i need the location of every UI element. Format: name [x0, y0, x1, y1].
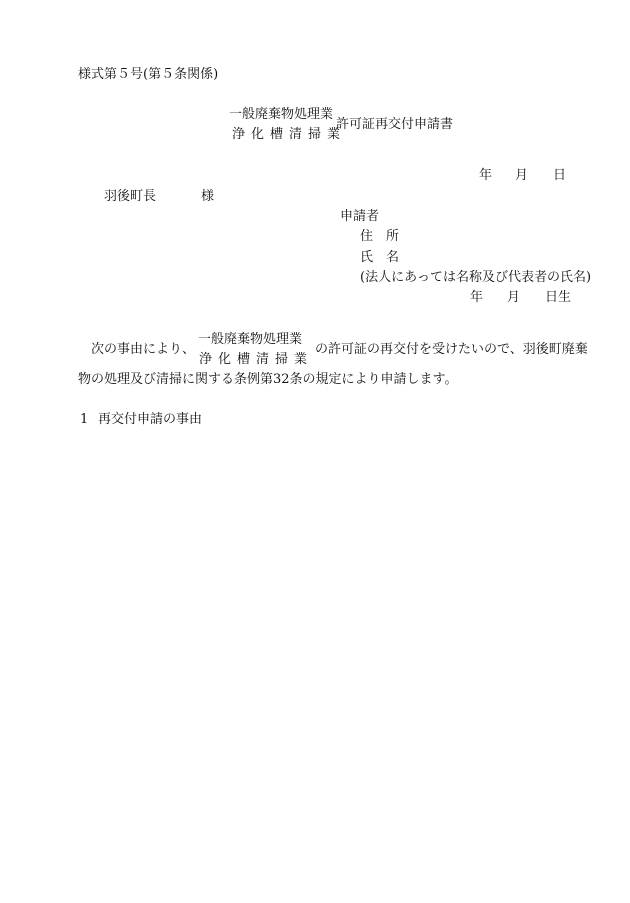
body-prefix: 次の事由により、: [91, 342, 196, 357]
birth-month: 月: [507, 290, 521, 305]
applicant-address-label: 住 所: [360, 229, 400, 244]
applicant-label: 申請者: [340, 209, 380, 224]
birth-year: 年: [470, 290, 484, 305]
body-business-type-2: 浄化槽清掃業: [199, 352, 314, 367]
item1-number: 1: [80, 412, 89, 427]
applicant-corporate-note: (法人にあっては名称及び代表者の氏名): [360, 270, 592, 285]
birth-day-born: 日生: [545, 290, 572, 305]
title-suffix: 許可証再交付申請書: [336, 117, 454, 132]
form-number-label: 様式第５号(第５条関係): [78, 67, 219, 82]
body-business-type-1: 一般廃棄物処理業: [198, 332, 303, 347]
addressee-honorific: 様: [201, 189, 215, 204]
applicant-name-label: 氏 名: [360, 250, 400, 265]
addressee-name: 羽後町長: [104, 189, 157, 204]
title-business-type-1: 一般廃棄物処理業: [229, 107, 334, 122]
body-line1-suffix: の許可証の再交付を受けたいので、羽後町廃棄: [315, 342, 588, 357]
date-year: 年: [479, 168, 493, 183]
date-month: 月: [515, 168, 529, 183]
title-business-type-2: 浄化槽清掃業: [232, 127, 347, 142]
item1-label: 再交付申請の事由: [98, 412, 203, 427]
date-day: 日: [553, 168, 567, 183]
body-line2: 物の処理及び清掃に関する条例第32条の規定により申請します。: [78, 372, 458, 387]
